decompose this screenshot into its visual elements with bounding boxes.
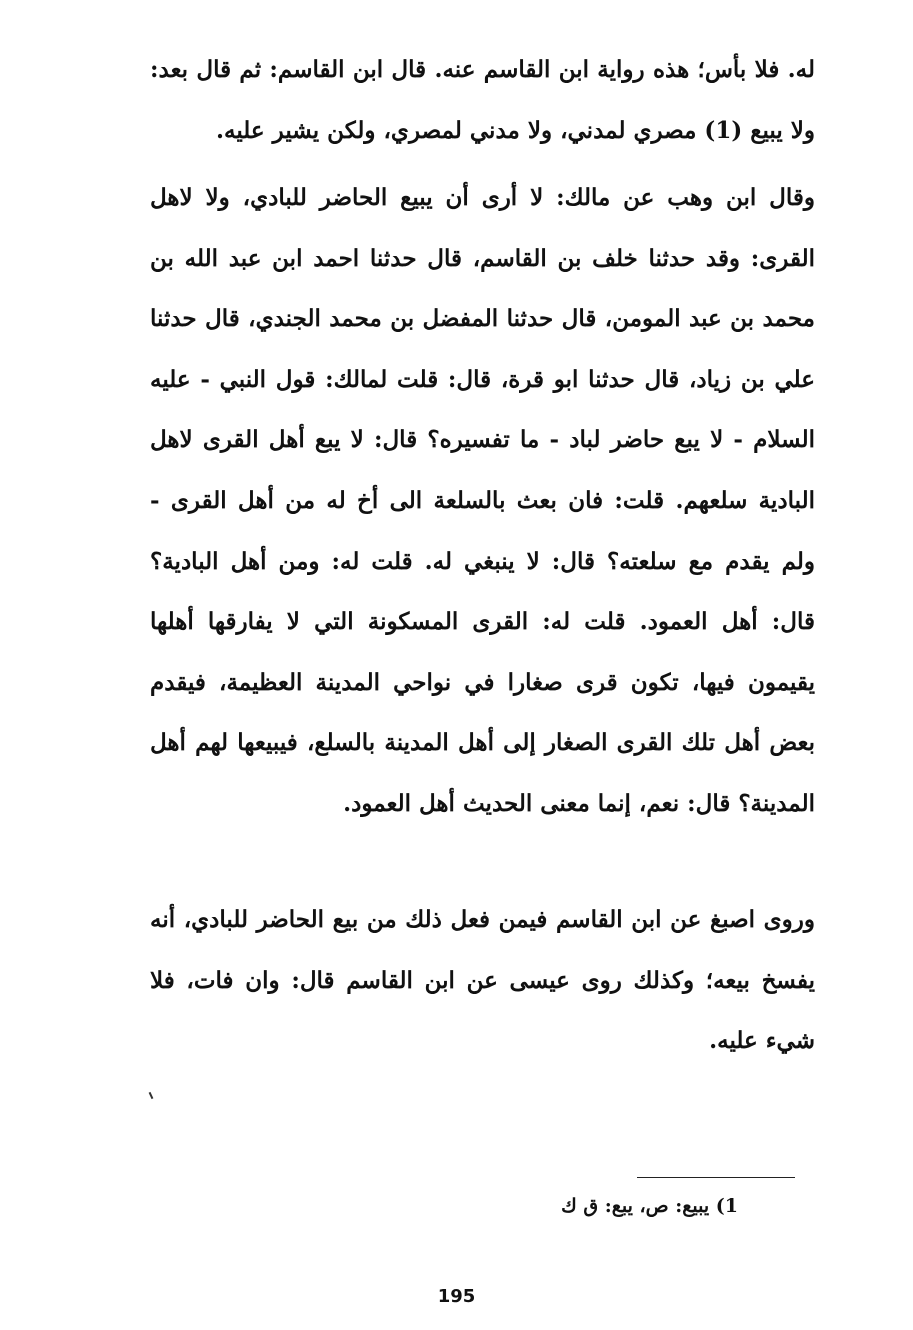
footnote-separator (637, 1177, 795, 1178)
stray-ink-mark (149, 1092, 154, 1099)
footnote: 1) يبيع: ص، يبع: ق ك (561, 1195, 738, 1217)
page-number: 195 (437, 1286, 476, 1307)
paragraph-2: وقال ابن وهب عن مالك: لا أرى أن يبيع الحاضر للبادي، ولا لاهل القرى: وقد حدثنا خلف بن القاسم، قال حدثنا احمد ابن عبد الله بن محمد بن عبد المومن، قال حدثنا المفضل بن محمد الجندي، قال حدثنا علي بن زياد، قال حدثنا ابو قرة، قال: قلت لمالك: قول النبي - عليه السلام - لا يبع حاضر لباد - ما تفسيره؟ قال: لا يبع أهل القرى لاهل البادية سلعهم. قلت: فان بعث بالسلعة الى أخ له من أهل القرى - ولم يقدم مع سلعته؟ قال: لا ينبغي له. قلت له: ومن أهل البادية؟ قال: أهل العمود. قلت له: القرى المسكونة التي لا يفارقها أهلها يقيمون فيها، تكون قرى صغارا في نواحي المدينة العظيمة، فيقدم بعض أهل تلك القرى الصغار إلى أهل المدينة بالسلع، فيبيعها لهم أهل المدينة؟ قال: نعم، إنما معنى الحديث أهل العمود. (150, 184, 815, 817)
paragraph-1: له. فلا بأس؛ هذه رواية ابن القاسم عنه. قال ابن القاسم: ثم قال بعد: ولا يبيع (1) مصري لمدني، ولا مدني لمصري، ولكن يشير عليه. (150, 56, 815, 144)
paragraph-3: وروى اصبغ عن ابن القاسم فيمن فعل ذلك من بيع الحاضر للبادي، أنه يفسخ بيعه؛ وكذلك روى عيسى عن ابن القاسم قال: وان فات، فلا شيء عليه. (150, 906, 815, 1055)
